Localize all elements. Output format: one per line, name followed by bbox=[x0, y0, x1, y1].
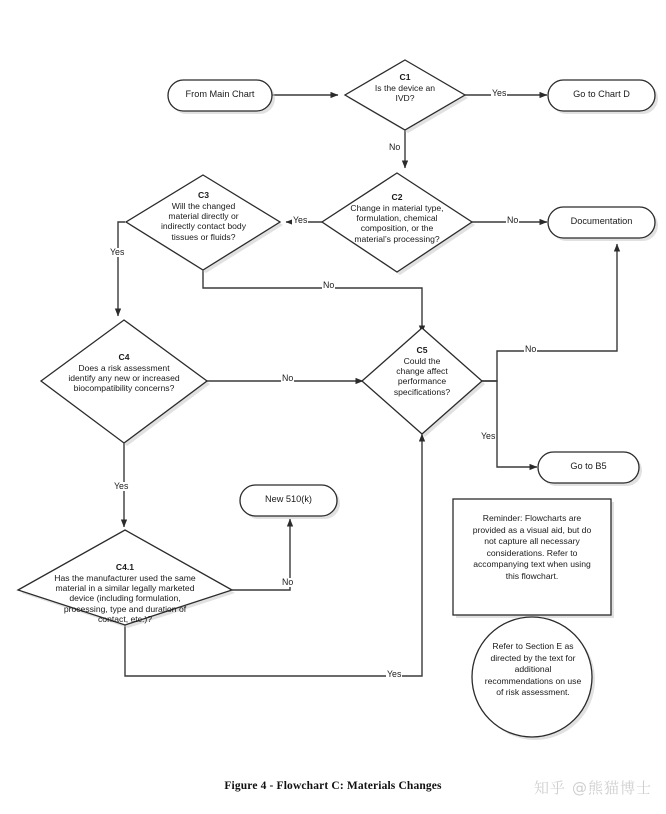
section-e-line-4: of risk assessment. bbox=[496, 687, 570, 698]
reminder-line-5: this flowchart. bbox=[505, 570, 559, 581]
node-go-to-chart-d-label: Go to Chart D bbox=[573, 89, 630, 99]
node-new-510k[interactable] bbox=[240, 485, 340, 519]
node-reminder-note bbox=[453, 499, 614, 618]
reminder-line-1: provided as a visual aid, but do bbox=[472, 524, 592, 535]
node-documentation[interactable] bbox=[548, 207, 658, 241]
watermark bbox=[534, 777, 652, 798]
node-c4[interactable] bbox=[41, 320, 210, 446]
section-e-line-1: directed by the text for bbox=[490, 652, 576, 663]
edge-label-c3-yes: Yes bbox=[110, 247, 125, 257]
node-c1[interactable] bbox=[345, 60, 468, 133]
node-c5-id: C5 bbox=[416, 345, 428, 355]
watermark-logo: 知乎 bbox=[533, 779, 566, 797]
node-go-to-chart-d[interactable] bbox=[548, 80, 658, 114]
watermark-username: @熊猫博士 bbox=[571, 779, 652, 797]
node-c41-line-0: Has the manufacturer used the same bbox=[54, 573, 196, 584]
node-c3-line-0: Will the changed bbox=[171, 201, 236, 212]
reminder-line-3: considerations. Refer to bbox=[486, 547, 578, 558]
node-section-e-note bbox=[472, 617, 595, 740]
node-c41-line-2: device (including formulation, bbox=[69, 593, 181, 604]
node-c5-line-0: Could the bbox=[403, 356, 441, 367]
node-c1-line-1: IVD? bbox=[395, 93, 415, 104]
node-c1-id: C1 bbox=[399, 72, 411, 82]
edge-label-c1-yes: Yes bbox=[492, 88, 507, 98]
edge-label-c4-no: No bbox=[282, 373, 294, 383]
edge-label-c5-yes: Yes bbox=[481, 431, 496, 441]
node-c5[interactable] bbox=[362, 328, 485, 437]
reminder-line-2: not capture all necessary bbox=[484, 536, 580, 547]
node-go-to-b5-label: Go to B5 bbox=[570, 461, 607, 471]
edge-c3-yes-to-c4 bbox=[118, 222, 125, 316]
node-from-main-chart[interactable] bbox=[168, 80, 275, 114]
node-c2[interactable] bbox=[322, 173, 475, 275]
node-c2-line-2: composition, or the bbox=[360, 223, 434, 234]
edge-c3-no-to-c5 bbox=[203, 270, 422, 333]
node-c2-id: C2 bbox=[391, 192, 403, 202]
reminder-line-0: Reminder: Flowcharts are bbox=[482, 513, 582, 523]
node-c1-line-0: Is the device an bbox=[374, 83, 436, 94]
node-go-to-b5[interactable] bbox=[538, 452, 642, 486]
edge-label-c41-no: No bbox=[282, 577, 294, 587]
node-c2-line-0: Change in material type, bbox=[350, 203, 444, 214]
node-c5-line-1: change affect bbox=[396, 366, 448, 377]
node-c4-line-0: Does a risk assessment bbox=[78, 363, 170, 374]
node-c4-line-1: identify any new or increased bbox=[68, 373, 180, 384]
node-c41[interactable] bbox=[18, 530, 235, 628]
edge-label-c2-yes: Yes bbox=[293, 215, 308, 225]
edge-c5-no-to-documentation bbox=[482, 244, 617, 381]
node-c5-line-2: performance bbox=[397, 376, 447, 387]
edge-label-c1-no: No bbox=[389, 142, 401, 152]
node-new-510k-label: New 510(k) bbox=[265, 494, 312, 504]
node-c3-line-2: indirectly contact body bbox=[160, 221, 247, 232]
edge-label-c2-no: No bbox=[507, 215, 519, 225]
shape-layer bbox=[18, 60, 658, 740]
node-c4-id: C4 bbox=[118, 352, 130, 362]
node-documentation-label: Documentation bbox=[570, 216, 633, 226]
node-c5-line-3: specifications? bbox=[393, 386, 451, 397]
figure-caption: Figure 4 - Flowchart C: Materials Changes bbox=[224, 780, 442, 792]
node-c3-line-3: tissues or fluids? bbox=[171, 231, 236, 242]
node-c2-line-1: formulation, chemical bbox=[356, 213, 438, 224]
edge-label-c5-no: No bbox=[525, 344, 537, 354]
node-c41-line-3: processing, type and duration of bbox=[63, 603, 187, 614]
section-e-line-0: Refer to Section E as bbox=[492, 641, 574, 651]
section-e-line-2: additional bbox=[514, 664, 552, 675]
node-c3-line-1: material directly or bbox=[168, 211, 239, 222]
node-c41-line-4: contact, etc.)? bbox=[98, 613, 152, 624]
reminder-line-4: accompanying text when using bbox=[473, 559, 591, 570]
node-c3[interactable] bbox=[126, 175, 283, 273]
edge-label-c3-no: No bbox=[323, 280, 335, 290]
node-c41-id: C4.1 bbox=[115, 562, 135, 572]
edge-c5-yes-to-b5 bbox=[482, 381, 537, 467]
edge-label-c4-yes: Yes bbox=[114, 481, 129, 491]
section-e-line-3: recommendations on use bbox=[484, 675, 582, 686]
edge-label-c41-yes: Yes bbox=[387, 669, 402, 679]
node-c2-line-3: material’s processing? bbox=[354, 233, 440, 244]
node-c41-line-1: material in a similar legally marketed bbox=[55, 583, 195, 594]
node-from-main-chart-label: From Main Chart bbox=[185, 89, 255, 99]
node-c3-id: C3 bbox=[198, 190, 209, 200]
node-c4-line-2: biocompatibility concerns? bbox=[73, 383, 175, 394]
